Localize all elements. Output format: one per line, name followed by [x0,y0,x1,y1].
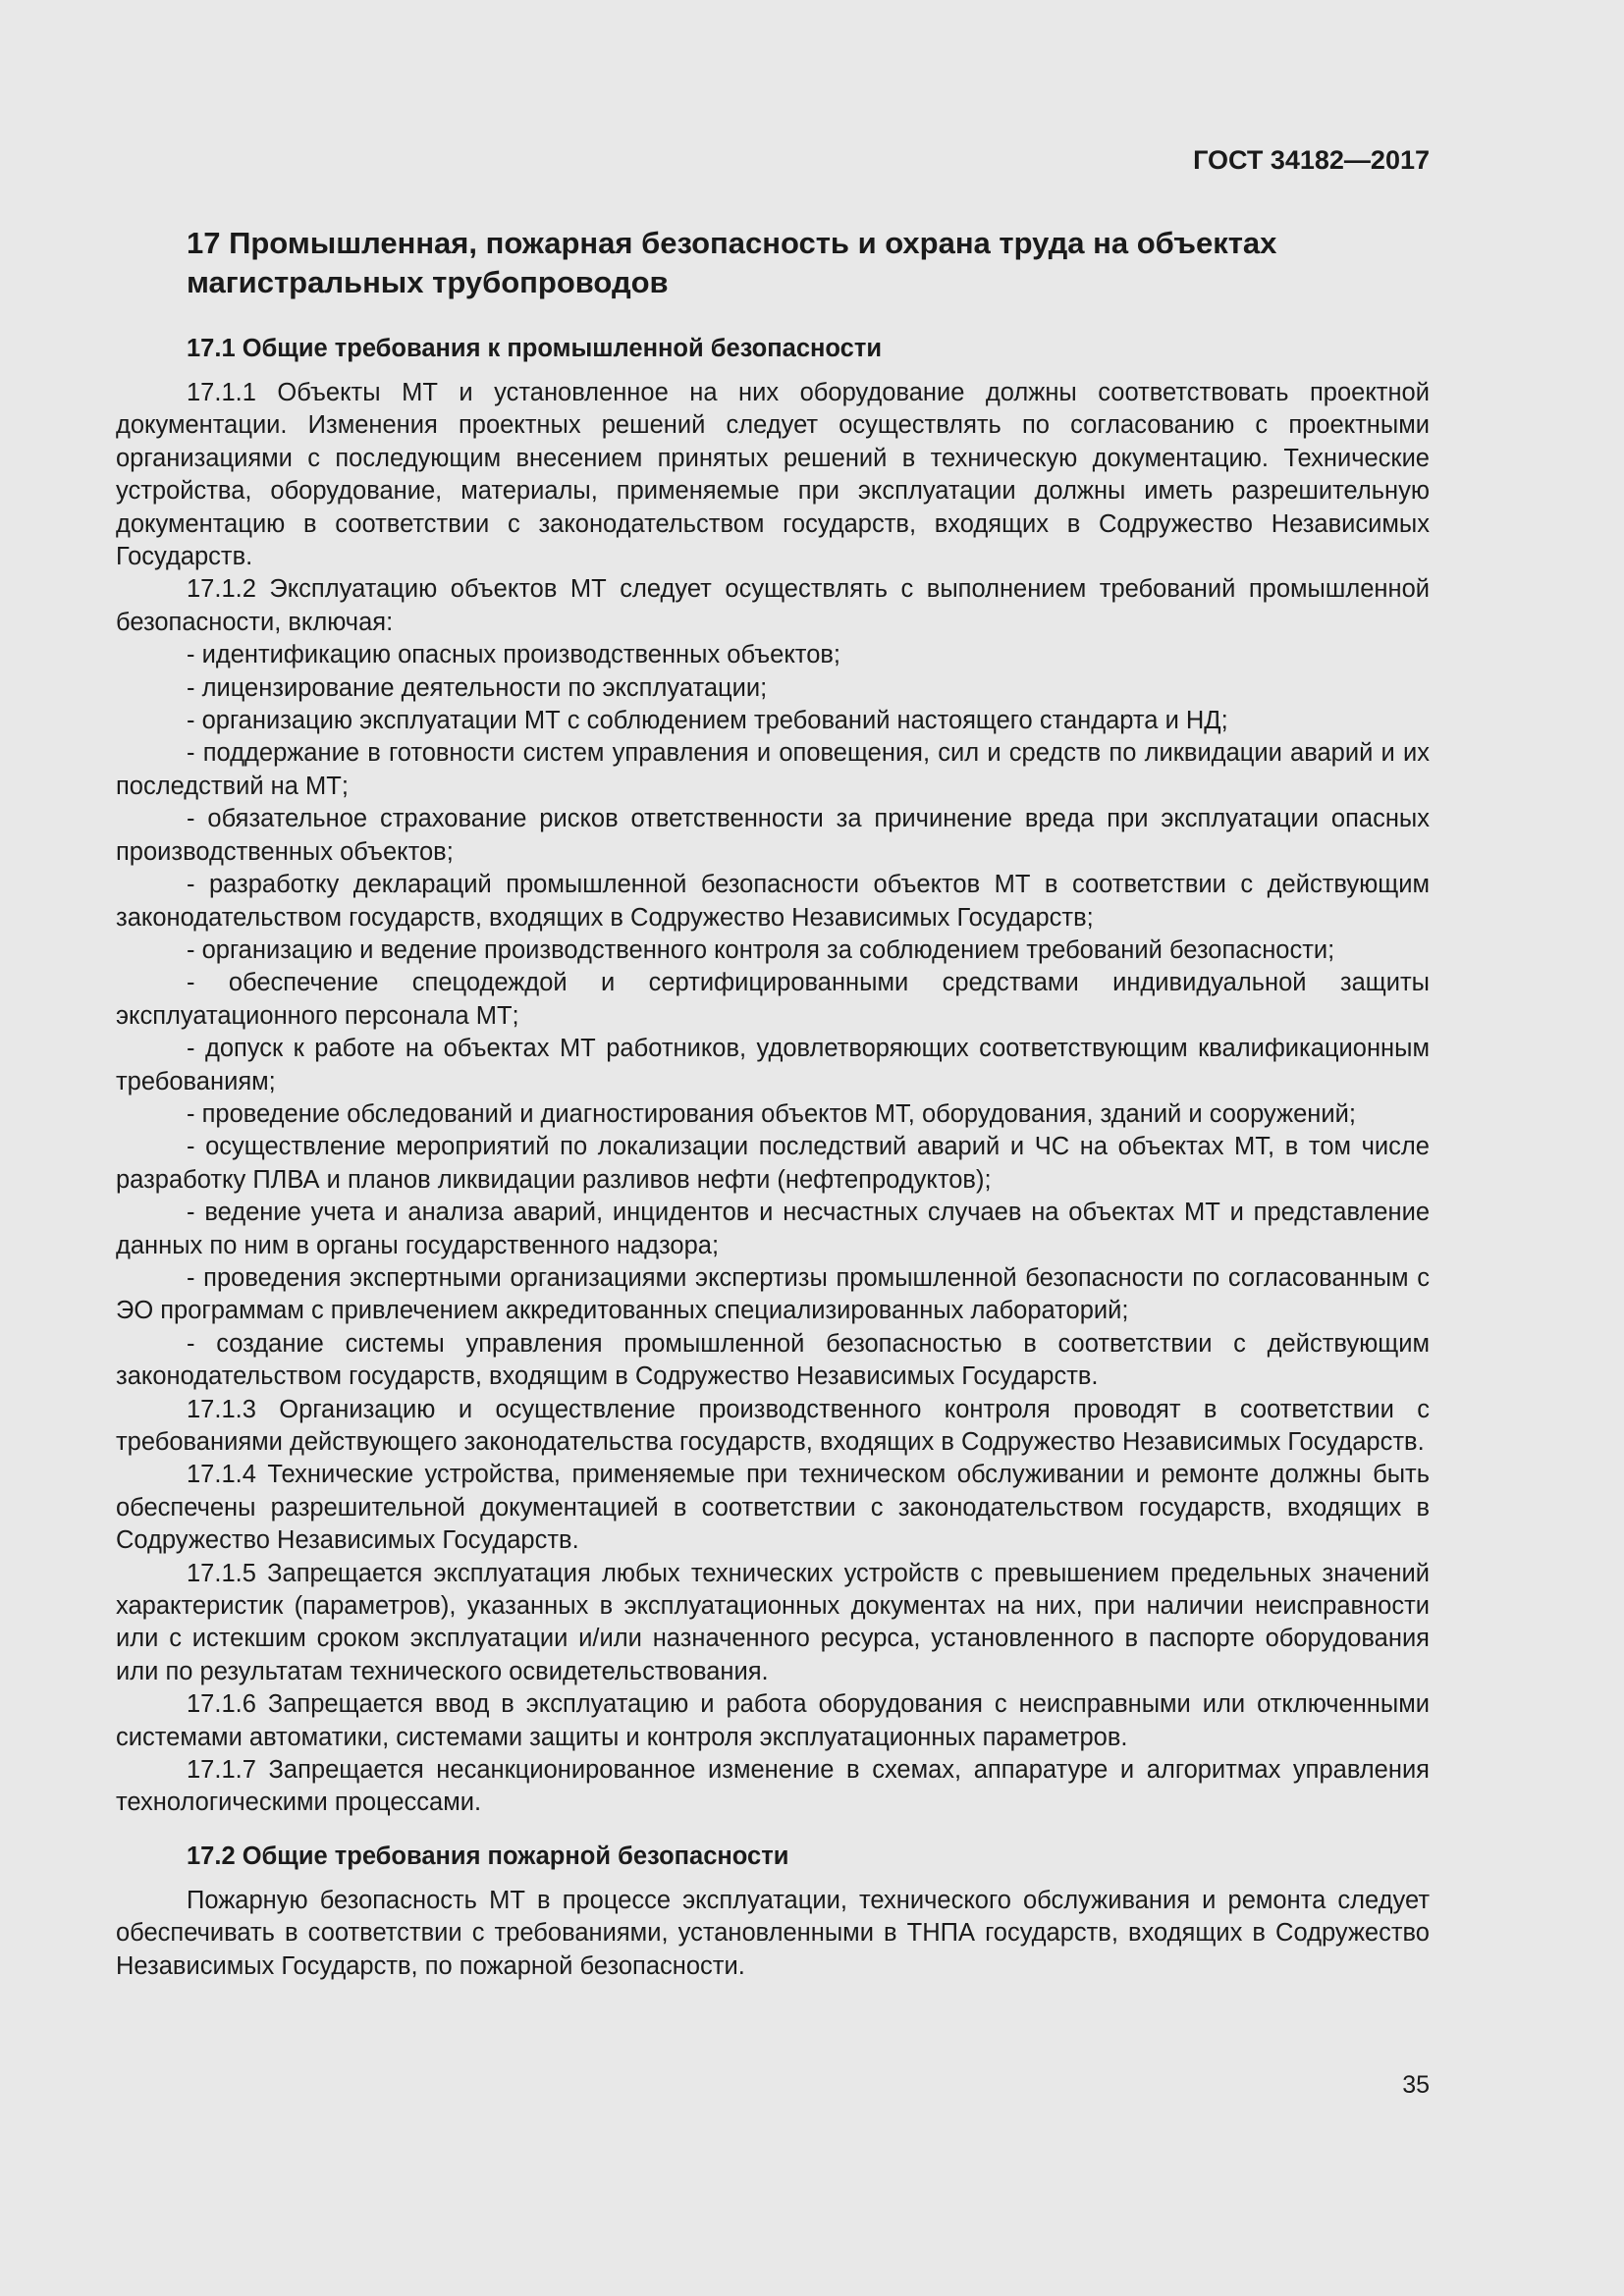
list-item: - организацию и ведение производственного контроля за соблюдением требований безопасности; [187,935,1335,964]
list-item: - обязательное страхование рисков ответственности за причинение вреда при эксплуатации опасных производственных объектов; [116,805,1430,866]
paragraph-17-2: Пожарную безопасность МТ в процессе эксплуатации, технического обслуживания и ремонта следует обеспечивать в соответствии с требованиями, установленными в ТНПА государств, входящих в Содружество Независимых Государств, по пожарной безопасности. [116,1886,1430,1980]
list-item: - допуск к работе на объектах МТ работников, удовлетворяющих соответствующим квалификационным требованиям; [116,1035,1430,1095]
page-content [116,224,1430,1983]
page-number: 35 [1402,2071,1430,2099]
paragraph-17-1-3: 17.1.3 Организацию и осуществление производственного контроля проводят в соответствии с требованиями действующего законодательства государств, входящих в Содружество Независимых Государств. [116,1395,1430,1456]
paragraph-17-1-2: 17.1.2 Эксплуатацию объектов МТ следует осуществлять с выполнением требований промышленной безопасности, включая: [116,575,1430,636]
paragraph-17-1-1: 17.1.1 Объекты МТ и установленное на них оборудование должны соответствовать проектной документации. Изменения проектных решений следует осуществлять по согласованию с проектными организациями с последующим внесением принятых решений в техническую документацию. Технические устройства, оборудование, материалы, применяемые при эксплуатации должны иметь разрешительную документацию в соответствии с законодательством государств, входящих в Содружество Независимых Государств. [116,379,1430,571]
subsection-title-17-1: 17.1 Общие требования к промышленной безопасности [187,335,883,362]
paragraph-17-1-7: 17.1.7 Запрещается несанкционированное изменение в схемах, аппаратуре и алгоритмах управления технологическими процессами. [116,1756,1430,1817]
list-item: - идентификацию опасных производственных объектов; [187,641,841,669]
document-code: ГОСТ 34182—2017 [1193,145,1430,175]
list-item: - разработку деклараций промышленной безопасности объектов МТ в соответствии с действующим законодательством государств, входящих в Содружество Независимых Государств; [116,871,1430,932]
list-item: - создание системы управления промышленной безопасностью в соответствии с действующим законодательством государств, входящим в Содружество Независимых Государств. [116,1329,1430,1391]
paragraph-17-1-6: 17.1.6 Запрещается ввод в эксплуатацию и работа оборудования с неисправными или отключенными системами автоматики, системами защиты и контроля эксплуатационных параметров. [116,1690,1430,1751]
paragraph-17-1-4: 17.1.4 Технические устройства, применяемые при техническом обслуживании и ремонте должны быть обеспечены разрешительной документацией в соответствии с законодательством государств, входящих в Содружество Независимых Государств. [116,1461,1430,1555]
list-item: - осуществление мероприятий по локализации последствий аварий и ЧС на объектах МТ, в том числе разработку ПЛВА и планов ликвидации разливов нефти (нефтепродуктов); [116,1133,1430,1194]
paragraph-17-1-5: 17.1.5 Запрещается эксплуатация любых технических устройств с превышением предельных значений характеристик (параметров), указанных в эксплуатационных документах на них, при наличии неисправности или с истекшим сроком эксплуатации и/или назначенного ресурса, установленного в паспорте оборудования или по результатам технического освидетельствования. [116,1559,1430,1685]
section-title: 17 Промышленная, пожарная безопасность и охрана труда на объектах магистральных трубопроводов [187,226,1277,299]
list-item: - лицензирование деятельности по эксплуатации; [187,673,768,702]
list-item: - обеспечение спецодеждой и сертифицированными средствами индивидуальной защиты эксплуатационного персонала МТ; [116,969,1430,1030]
list-item: - ведение учета и анализа аварий, инцидентов и несчастных случаев на объектах МТ и представление данных по ним в органы государственного надзора; [116,1199,1430,1259]
list-item: - организацию эксплуатации МТ с соблюдением требований настоящего стандарта и НД; [187,707,1228,735]
list-item: - проведение обследований и диагностирования объектов МТ, оборудования, зданий и сооружений; [187,1099,1356,1128]
requirements-list [116,639,1430,1393]
list-item: - поддержание в готовности систем управления и оповещения, сил и средств по ликвидации аварий и их последствий на МТ; [116,739,1430,800]
subsection-title-17-2: 17.2 Общие требования пожарной безопасности [187,1842,789,1870]
list-item: - проведения экспертными организациями экспертизы промышленной безопасности по согласованным с ЭО программам с привлечением аккредитованных специализированных лабораторий; [116,1263,1430,1325]
